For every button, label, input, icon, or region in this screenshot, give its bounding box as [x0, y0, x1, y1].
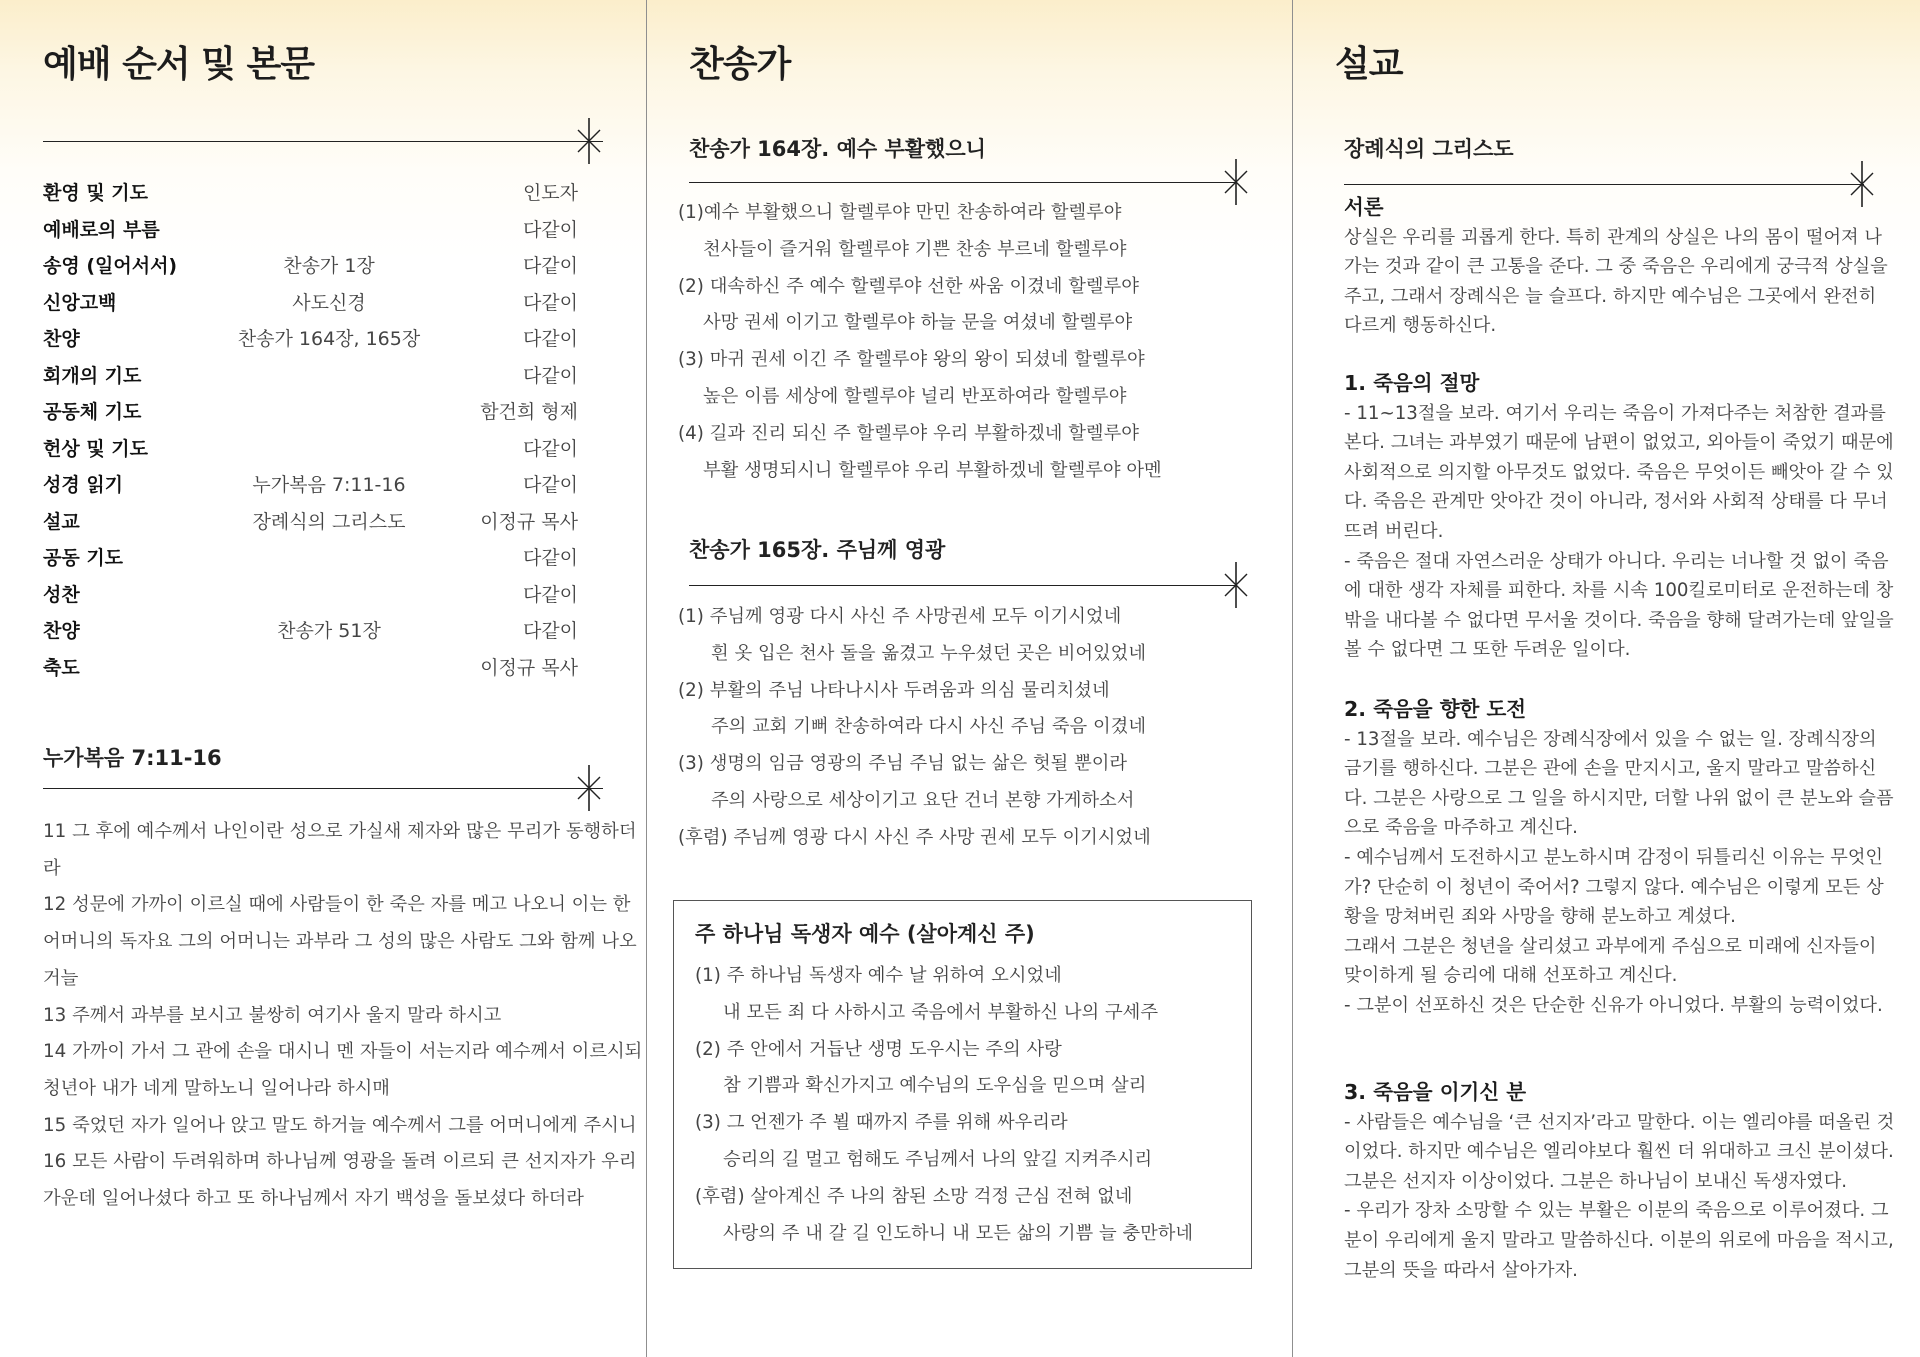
order-row — [43, 288, 578, 325]
lyric-line: 승리의 길 멀고 험해도 주님께서 나의 앞길 지켜주시리 — [723, 1148, 1153, 1170]
lyric-line: 천사들이 즐거워 할렐루야 기쁜 찬송 부르네 할렐루야 — [703, 238, 1127, 260]
order-row — [43, 543, 578, 580]
order-leader: 다같이 — [522, 583, 578, 606]
order-desc: 찬송가 1장 — [283, 255, 375, 277]
lyric-line: 내 모든 죄 다 사하시고 죽음에서 부활하신 나의 구세주 — [723, 1001, 1159, 1023]
lyric-line: 주의 사랑으로 세상이기고 요단 건너 본향 가게하소서 — [711, 789, 1135, 811]
scripture-verse: 15 죽었던 자가 일어나 앉고 말도 하거늘 예수께서 그를 어머니에게 주시니 — [43, 1114, 637, 1136]
sermon-section-1 — [1344, 369, 1897, 665]
sermon-intro — [1344, 193, 1897, 341]
order-row — [43, 434, 578, 471]
scripture-verse: 13 주께서 과부를 보시고 불쌍히 여기사 울지 말라 하시고 — [43, 1004, 502, 1026]
lyric-line: (2) 부활의 주님 나타나시사 두려움과 의심 물리치셨네 — [678, 679, 1110, 701]
section-heading: 1. 죽음의 절망 — [1344, 371, 1480, 395]
sermon-paragraph: - 13절을 보라. 예수님은 장례식장에서 있을 수 없는 일. 장례식장의 금기를 행하신다. 그분은 관에 손을 만지시고, 울지 말라고 말씀하신다. 그분은 사랑으로 그 일을 하시지만, 더할 나위 없이 큰 분노와 슬픔으로 죽음을 마주하고 계신다. — [1344, 728, 1894, 839]
page-title: 찬송가 — [689, 44, 791, 85]
sermon-paragraph: - 우리가 장차 소망할 수 있는 부활은 이분의 죽음으로 이루어졌다. 그분이 우리에게 울지 말라고 말씀하신다. 이분의 위로에 마음을 적시고, 그분의 뜻을 따라서 살아가자. — [1344, 1200, 1894, 1281]
divider-line — [43, 141, 603, 142]
order-row — [43, 324, 578, 361]
lyric-line: (3) 마귀 권세 이긴 주 할렐루야 왕의 왕이 되셨네 할렐루야 — [678, 349, 1145, 371]
worship-order-panel — [0, 0, 646, 1357]
order-item: 공동체 기도 — [43, 401, 142, 423]
order-leader: 다같이 — [522, 364, 578, 387]
order-desc: 찬송가 51장 — [277, 620, 381, 642]
order-item: 성경 읽기 — [43, 474, 124, 496]
order-leader: 다같이 — [522, 255, 578, 277]
lyric-line: 사망 권세 이기고 할렐루야 하늘 문을 여셨네 할렐루야 — [703, 312, 1133, 334]
hymn-title: 찬송가 165장. 주님께 영광 — [689, 538, 946, 562]
order-desc: 장례식의 그리스도 — [252, 510, 406, 533]
hymn-title: 주 하나님 독생자 예수 (살아계신 주) — [695, 922, 1035, 946]
scripture-title: 누가복음 7:11-16 — [43, 746, 222, 770]
order-desc: 누가복음 7:11-16 — [252, 474, 406, 496]
order-item: 예배로의 부름 — [43, 218, 160, 241]
sermon-paragraph: 그래서 그분은 청년을 살리셨고 과부에게 주심으로 미래에 신자들이 맞이하게 될 승리에 대해 선포하고 계신다. — [1344, 935, 1877, 987]
order-row — [43, 507, 578, 544]
order-row — [43, 397, 578, 434]
order-leader: 다같이 — [522, 437, 578, 460]
order-leader: 함건희 형제 — [480, 401, 578, 423]
order-row — [43, 361, 578, 398]
order-item: 성찬 — [43, 583, 80, 606]
sermon-section-3 — [1344, 1078, 1897, 1285]
order-desc: 사도신경 — [292, 291, 366, 314]
order-leader: 이정규 목사 — [480, 656, 578, 679]
sermon-paragraph: - 11~13절을 보라. 여기서 우리는 죽음이 가져다주는 처참한 결과를 본다. 그녀는 과부였기 때문에 남편이 없었고, 외아들이 죽었기 때문에 사회적으로 의지할 아무것도 없었다. 죽음은 무엇이든 빼앗아 갈 수 있다. 죽음은 관계만 앗아간 것이 아니라, 정서와 사회적 상태를 다 무너뜨려 버린다. — [1344, 402, 1894, 542]
sermon-section-2 — [1344, 695, 1897, 1021]
order-leader: 다같이 — [522, 547, 578, 569]
order-item: 신앙고백 — [43, 291, 117, 314]
sermon-paragraph: - 죽음은 절대 자연스러운 상태가 아니다. 우리는 너나할 것 없이 죽음에 대한 생각 자체를 피한다. 차를 시속 100킬로미터로 운전하는데 창밖을 내다볼 수 없다면 무서울 것이다. 죽음을 향해 달려가는데 앞일을 볼 수 없다면 그 또한 두려운 일이다. — [1344, 550, 1894, 661]
order-leader: 다같이 — [522, 474, 578, 496]
order-item: 축도 — [43, 656, 80, 679]
order-item: 환영 및 기도 — [43, 182, 148, 204]
scripture-text — [43, 814, 643, 1218]
hymn-lyrics — [695, 958, 1193, 1252]
order-item: 설교 — [43, 510, 80, 533]
order-row — [43, 470, 578, 507]
lyric-line: 주의 교회 기뻐 찬송하여라 다시 사신 주님 죽음 이겼네 — [711, 716, 1147, 738]
order-leader: 다같이 — [522, 328, 578, 350]
order-row — [43, 653, 578, 690]
section-heading: 2. 죽음을 향한 도전 — [1344, 697, 1527, 721]
divider-line — [689, 585, 1237, 586]
order-list — [43, 178, 578, 689]
order-item: 찬양 — [43, 328, 80, 350]
divider-line — [43, 788, 603, 789]
lyric-line: 부활 생명되시니 할렐루야 우리 부활하겠네 할렐루야 아멘 — [703, 459, 1162, 481]
lyric-line: 참 기쁨과 확신가지고 예수님의 도우심을 믿으며 살리 — [723, 1075, 1147, 1097]
sparkle-icon — [1221, 562, 1251, 608]
section-heading: 3. 죽음을 이기신 분 — [1344, 1080, 1527, 1104]
order-desc: 찬송가 164장, 165장 — [237, 328, 421, 350]
lyric-line: (후렴) 주님께 영광 다시 사신 주 사망 권세 모두 이기시었네 — [678, 826, 1151, 848]
lyric-line: (후렴) 살아계신 주 나의 참된 소망 걱정 근심 전혀 없네 — [695, 1185, 1133, 1207]
order-row — [43, 616, 578, 653]
order-row — [43, 251, 578, 288]
lyric-line: (1) 주님께 영광 다시 사신 주 사망권세 모두 이기시었네 — [678, 606, 1122, 627]
page-title: 예배 순서 및 본문 — [43, 44, 315, 85]
divider-line — [1344, 184, 1864, 185]
order-leader: 이정규 목사 — [480, 510, 578, 533]
order-item: 헌상 및 기도 — [43, 437, 148, 460]
order-row — [43, 215, 578, 252]
hymn-lyrics — [678, 599, 1151, 857]
lyric-line: (1) 주 하나님 독생자 예수 날 위하여 오시었네 — [695, 965, 1062, 986]
lyric-line: (1)예수 부활했으니 할렐루야 만민 찬송하여라 할렐루야 — [678, 202, 1122, 223]
hymn-title: 찬송가 164장. 예수 부활했으니 — [689, 137, 986, 161]
scripture-verse: 14 가까이 가서 그 관에 손을 대시니 멘 자들이 서는지라 예수께서 이르시되 청년아 내가 네게 말하노니 일어나라 하시매 — [43, 1041, 643, 1099]
sparkle-icon — [574, 765, 604, 811]
lyric-line: (4) 길과 진리 되신 주 할렐루야 우리 부활하겠네 할렐루야 — [678, 422, 1139, 444]
lyric-line: (3) 그 언젠가 주 뵐 때까지 주를 위해 싸우리라 — [695, 1112, 1068, 1134]
scripture-verse: 16 모든 사람이 두려워하며 하나님께 영광을 돌려 이르되 큰 선지자가 우리 가운데 일어나셨다 하고 또 하나님께서 자기 백성을 돌보셨다 하더라 — [43, 1151, 637, 1210]
order-leader: 인도자 — [522, 182, 578, 204]
sermon-paragraph: - 사람들은 예수님을 ‘큰 선지자’라고 말한다. 이는 엘리야를 떠올린 것이었다. 하지만 예수님은 엘리야보다 훨씬 더 위대하고 크신 분이셨다. 그분은 선지자 이상이었다. 그분은 하나님이 보내신 독생자였다. — [1344, 1111, 1895, 1192]
section-heading: 서론 — [1344, 195, 1384, 219]
order-row — [43, 580, 578, 617]
hymn-lyrics — [678, 195, 1162, 489]
lyric-line: 높은 이름 세상에 할렐루야 널리 반포하여라 할렐루야 — [703, 385, 1127, 407]
lyric-line: 사랑의 주 내 갈 길 인도하니 내 모든 삶의 기쁨 늘 충만하네 — [723, 1222, 1194, 1244]
sermon-title: 장례식의 그리스도 — [1344, 137, 1514, 161]
scripture-verse: 12 성문에 가까이 이르실 때에 사람들이 한 죽은 자를 메고 나오니 이는 한 어머니의 독자요 그의 어머니는 과부라 그 성의 많은 사람도 그와 함께 나오거늘 — [43, 894, 637, 989]
lyric-line: (3) 생명의 임금 영광의 주님 주님 없는 삶은 헛될 뿐이라 — [678, 753, 1128, 775]
order-item: 공동 기도 — [43, 547, 124, 569]
sparkle-icon — [574, 118, 604, 164]
sermon-paragraph: - 예수님께서 도전하시고 분노하시며 감정이 뒤틀리신 이유는 무엇인가? 단순히 이 청년이 죽어서? 그렇지 않다. 예수님은 이렇게 모든 상황을 망쳐버린 죄와 사망을 향해 분노하고 계셨다. — [1344, 846, 1884, 928]
order-leader: 다같이 — [522, 620, 578, 642]
order-item: 송영 (일어서서) — [43, 255, 178, 277]
lyric-line: 흰 옷 입은 천사 돌을 옮겼고 누우셨던 곳은 비어있었네 — [711, 642, 1147, 664]
lyric-line: (2) 주 안에서 거듭난 생명 도우시는 주의 사랑 — [695, 1038, 1062, 1060]
order-item: 회개의 기도 — [43, 364, 142, 387]
order-leader: 다같이 — [522, 291, 578, 314]
sparkle-icon — [1221, 159, 1251, 205]
scripture-verse: 11 그 후에 예수께서 나인이란 성으로 가실새 제자와 많은 무리가 동행하더라 — [43, 821, 637, 879]
lyric-line: (2) 대속하신 주 예수 할렐루야 선한 싸움 이겼네 할렐루야 — [678, 275, 1139, 297]
page-title: 설교 — [1335, 44, 1403, 85]
sermon-paragraph: 상실은 우리를 괴롭게 한다. 특히 관계의 상실은 나의 몸이 떨어져 나가는 것과 같이 큰 고통을 준다. 그 중 죽음은 우리에게 궁극적 상실을 주고, 그래서 장례식은 늘 슬프다. 하지만 예수님은 그곳에서 완전히 다르게 행동하신다. — [1344, 226, 1888, 337]
divider-line — [689, 182, 1237, 183]
order-row — [43, 178, 578, 215]
order-leader: 다같이 — [522, 218, 578, 241]
order-item: 찬양 — [43, 620, 80, 642]
sermon-paragraph: - 그분이 선포하신 것은 단순한 신유가 아니었다. 부활의 능력이었다. — [1344, 994, 1883, 1016]
